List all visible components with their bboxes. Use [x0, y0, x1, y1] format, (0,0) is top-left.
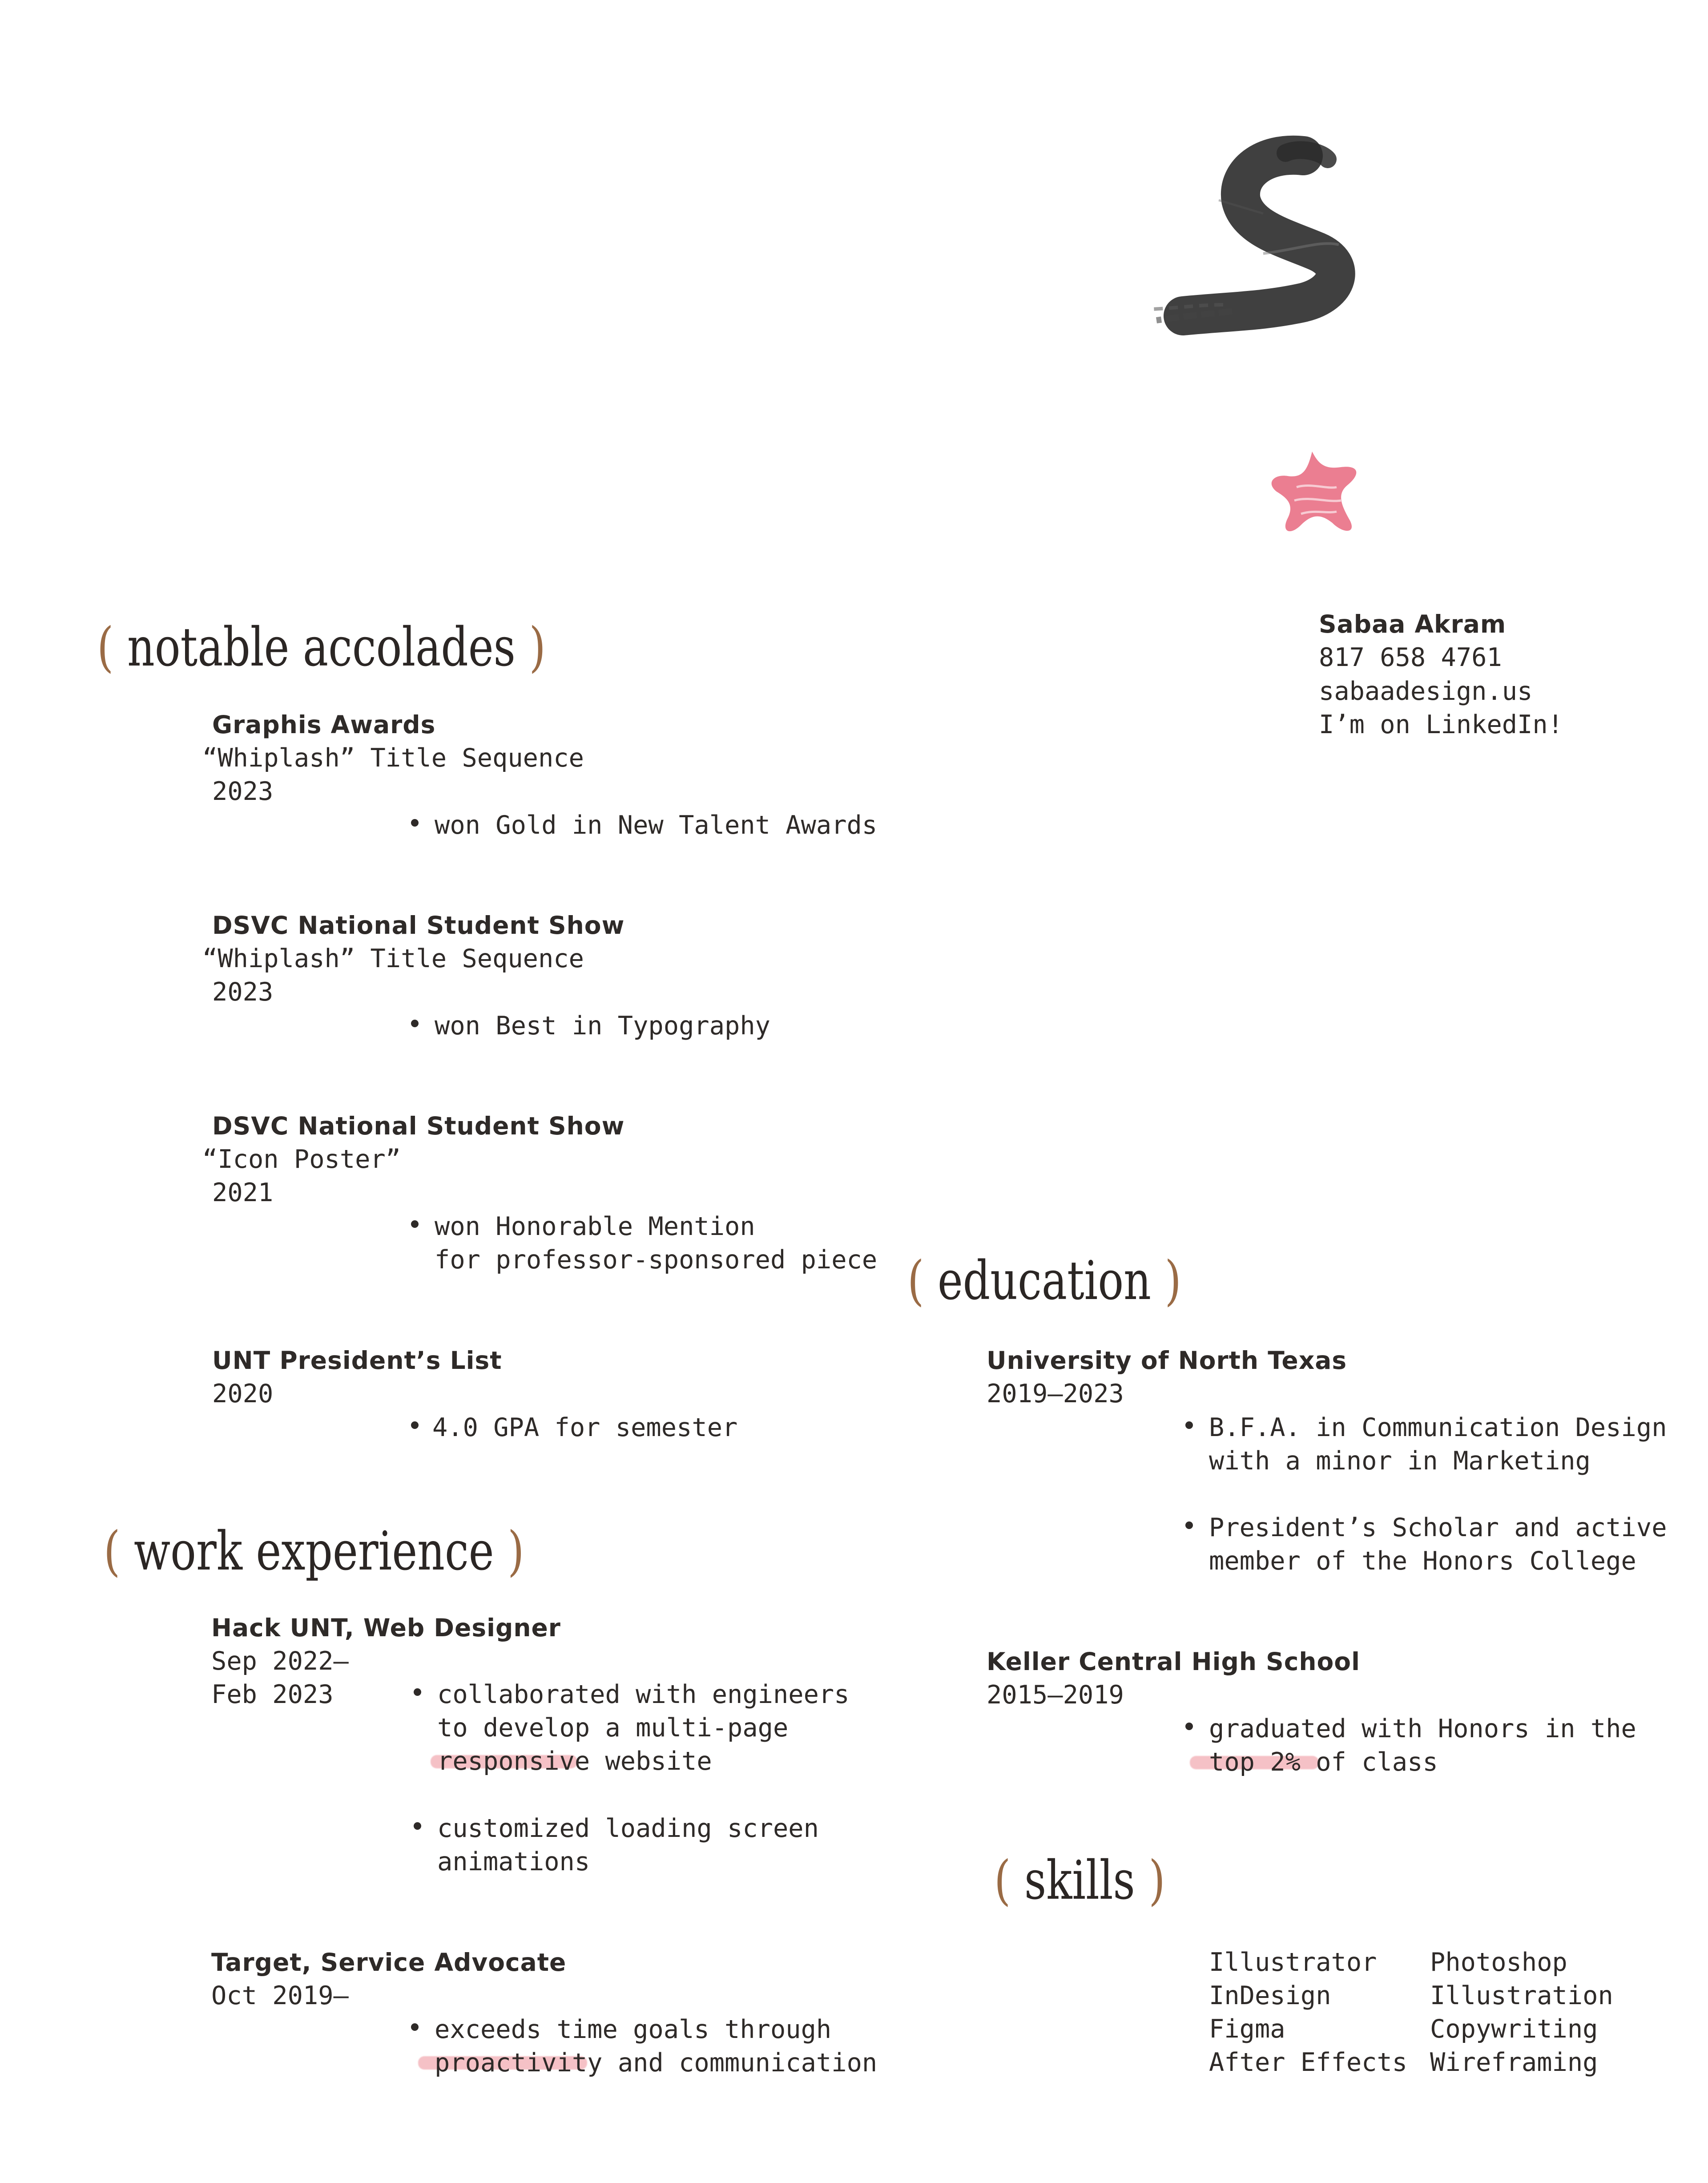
close-paren: )	[508, 1521, 524, 1582]
skill-item: Figma	[1209, 2014, 1285, 2044]
open-paren: (	[994, 1850, 1011, 1912]
section-title: education	[937, 1250, 1151, 1312]
school-years: 2015–2019	[987, 1680, 1124, 1710]
bullet-rest: and communication	[602, 2048, 878, 2078]
job-bullet: exceeds time goals through	[435, 2015, 832, 2044]
job-bullet: to develop a multi-page	[437, 1713, 789, 1743]
section-title: work experience	[133, 1521, 494, 1582]
close-paren: )	[1148, 1850, 1165, 1912]
bullet-icon	[411, 1220, 419, 1228]
job-dates: Feb 2023	[211, 1680, 334, 1709]
contact-phone[interactable]: 817 658 4761	[1319, 643, 1502, 672]
job-dates: Oct 2019–	[211, 1981, 349, 2010]
accolade-work: “Whiplash” Title Sequence	[202, 944, 584, 973]
contact-website-link[interactable]: sabaadesign.us	[1319, 677, 1533, 706]
school-years: 2019–2023	[987, 1379, 1124, 1408]
accolade-org: DSVC National Student Show	[212, 1112, 625, 1140]
open-paren: (	[97, 617, 114, 678]
accolade-bullet: won Best in Typography	[435, 1011, 770, 1041]
contact-linkedin-link[interactable]: I’m on LinkedIn!	[1319, 710, 1563, 739]
contact-name: Sabaa Akram	[1319, 610, 1507, 638]
skill-item: Illustration	[1430, 1981, 1613, 2010]
bullet-icon	[1185, 1723, 1193, 1730]
job-title: Target, Service Advocate	[211, 1948, 567, 1977]
accolade-bullet-cont: for professor-sponsored piece	[435, 1245, 878, 1275]
section-heading-accolades	[97, 617, 546, 679]
edu-bullet-line	[1209, 1746, 1438, 1779]
close-paren: )	[529, 617, 546, 678]
highlighted-word: responsive	[437, 1747, 590, 1776]
skill-item: Copywriting	[1430, 2014, 1598, 2044]
bullet-icon	[411, 819, 419, 827]
accolade-year: 2021	[212, 1178, 274, 1207]
accolade-org: UNT President’s List	[212, 1346, 502, 1375]
section-heading-work	[104, 1521, 524, 1583]
accolade-year: 2023	[212, 777, 274, 806]
edu-bullet: B.F.A. in Communication Design	[1209, 1413, 1667, 1442]
bullet-icon	[1185, 1521, 1193, 1529]
accolade-bullet: won Honorable Mention	[435, 1212, 755, 1241]
skill-item: After Effects	[1209, 2048, 1408, 2077]
edu-bullet: graduated with Honors in the	[1209, 1714, 1636, 1743]
bullet-icon	[414, 1688, 421, 1696]
accolade-org: DSVC National Student Show	[212, 911, 625, 940]
skill-item: Wireframing	[1430, 2048, 1598, 2077]
bullet-icon	[411, 1421, 419, 1429]
skill-item: Photoshop	[1430, 1948, 1567, 1977]
accolade-org: Graphis Awards	[212, 710, 436, 739]
pink-asterisk-icon	[1270, 447, 1363, 541]
skill-item: InDesign	[1209, 1981, 1331, 2010]
accolade-work: “Whiplash” Title Sequence	[202, 743, 584, 773]
close-paren: )	[1164, 1250, 1181, 1312]
open-paren: (	[104, 1521, 121, 1582]
job-bullet: customized loading screen	[437, 1814, 819, 1843]
job-bullet: animations	[437, 1847, 590, 1876]
bullet-icon	[1185, 1421, 1193, 1429]
job-bullet: collaborated with engineers	[437, 1680, 850, 1709]
school-name: Keller Central High School	[987, 1647, 1360, 1676]
job-bullet-line	[437, 1745, 712, 1778]
job-bullet-line	[435, 2046, 877, 2080]
accolade-bullet: 4.0 GPA for semester	[432, 1413, 738, 1442]
section-title: notable accolades	[127, 617, 516, 678]
highlighted-word: proactivity	[435, 2048, 603, 2078]
edu-bullet: with a minor in Marketing	[1209, 1446, 1591, 1476]
bullet-rest: class	[1346, 1747, 1438, 1777]
open-paren: (	[907, 1250, 924, 1312]
bullet-rest: website	[590, 1747, 712, 1776]
edu-bullet: President’s Scholar and active	[1209, 1513, 1667, 1542]
skill-item: Illustrator	[1209, 1948, 1377, 1977]
accolade-work: “Icon Poster”	[202, 1145, 401, 1174]
job-title: Hack UNT, Web Designer	[211, 1614, 561, 1642]
section-heading-education	[907, 1250, 1181, 1312]
job-dates: Sep 2022–	[211, 1646, 349, 1676]
bullet-icon	[411, 2023, 419, 2031]
accolade-year: 2020	[212, 1379, 274, 1408]
section-title: skills	[1024, 1850, 1135, 1912]
section-heading-skills	[994, 1850, 1165, 1912]
edu-bullet: member of the Honors College	[1209, 1546, 1636, 1576]
brush-s-logo	[1152, 133, 1437, 423]
accolade-bullet: won Gold in New Talent Awards	[435, 811, 878, 840]
accolade-year: 2023	[212, 977, 274, 1007]
highlighted-word: top 2% of	[1209, 1747, 1346, 1777]
bullet-icon	[414, 1822, 421, 1830]
school-name: University of North Texas	[987, 1346, 1347, 1375]
bullet-icon	[411, 1020, 419, 1027]
